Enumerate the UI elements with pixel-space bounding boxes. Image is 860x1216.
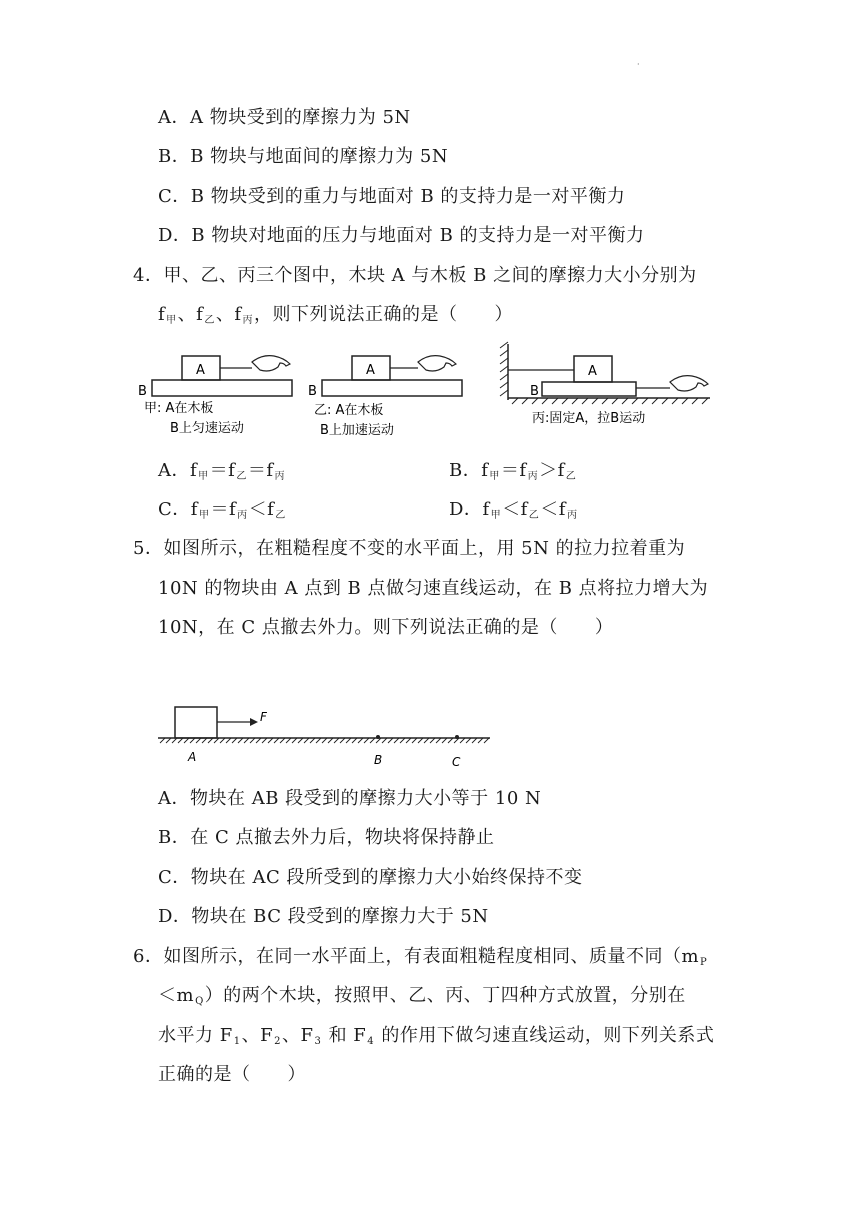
label-b: B xyxy=(308,384,317,399)
yi-caption-1: 乙: A在木板 xyxy=(314,403,384,418)
hand-icon xyxy=(252,356,290,371)
sub-4: 4 xyxy=(367,1036,375,1047)
f-symbol: f xyxy=(482,499,490,520)
op-lt: ＜ xyxy=(248,499,268,520)
f-symbol: f xyxy=(190,499,198,520)
q5-option-c: C．物块在 AC 段所受到的摩擦力大小始终保持不变 xyxy=(158,867,583,888)
op-lt: ＜ xyxy=(540,499,559,520)
sub-bing: 丙 xyxy=(237,510,248,521)
option-prefix: B． xyxy=(449,460,482,481)
arrow-head xyxy=(250,718,258,726)
header-dot: · xyxy=(637,60,640,69)
hand-icon xyxy=(670,376,708,391)
q6-sep: 、F xyxy=(241,1025,274,1046)
q6-stem-line2 xyxy=(158,985,686,1013)
q6-line1-text: 6．如图所示，在同一水平面上，有表面粗糙程度相同、质量不同（m xyxy=(133,946,700,967)
sub-yi: 乙 xyxy=(275,510,286,521)
board-b xyxy=(322,380,462,396)
f-symbol: f xyxy=(228,460,236,481)
label-a: A xyxy=(366,363,375,378)
wall-hatch xyxy=(500,342,508,396)
point-c-dot xyxy=(455,735,459,739)
q4-option-c xyxy=(158,499,287,527)
sub-jia: 甲 xyxy=(490,510,502,521)
f-symbol: f xyxy=(481,460,489,481)
jia-caption-2: B上匀速运动 xyxy=(170,421,244,436)
op-gt: ＞ xyxy=(539,460,558,481)
option-prefix: D． xyxy=(449,499,483,520)
q6-and: 和 F xyxy=(322,1025,367,1046)
q4-option-d xyxy=(449,499,578,527)
q6-line3-post: 的作用下做匀速直线运动，则下列关系式 xyxy=(375,1025,715,1046)
f-symbol: f xyxy=(234,304,242,325)
f-symbol: f xyxy=(228,499,237,520)
q6-stem-line4: 正确的是（ ） xyxy=(158,1064,306,1085)
sub-yi: 乙 xyxy=(204,315,215,326)
q6-sep: 、F xyxy=(281,1025,314,1046)
point-b-dot xyxy=(376,735,380,739)
q4-option-b xyxy=(449,460,577,488)
q4-figures xyxy=(130,340,720,450)
q6-stem-line3 xyxy=(158,1025,714,1053)
q5-option-b: B．在 C 点撤去外力后，物块将保持静止 xyxy=(158,827,495,848)
label-b: B xyxy=(138,384,147,399)
f-symbol: f xyxy=(520,499,528,520)
f-symbol: f xyxy=(557,460,565,481)
figure-jia xyxy=(138,356,292,436)
point-a-label: A xyxy=(188,750,197,764)
f-symbol: f xyxy=(558,499,566,520)
sub-jia: 甲 xyxy=(489,471,500,482)
q5-stem-line3: 10N，在 C 点撤去外力。则下列说法正确的是（ ） xyxy=(158,617,614,638)
q5-stem-line1: 5．如图所示，在粗糙程度不变的水平面上，用 5N 的拉力拉着重为 xyxy=(133,538,686,559)
block xyxy=(175,707,217,738)
q3-option-d: D．B 物块对地面的压力与地面对 B 的支持力是一对平衡力 xyxy=(158,225,645,246)
q6-stem-line1 xyxy=(133,946,708,974)
q4-stem-line2: $f_甲$、$f_乙$、$f_丙$，则下列说法正确的是（ ） xyxy=(158,304,514,326)
label-a: A xyxy=(588,364,597,379)
force-label: F xyxy=(260,710,267,724)
q4-stem-line1: 4．甲、乙、丙三个图中，木块 A 与木板 B 之间的摩擦力大小分别为 xyxy=(133,265,697,286)
ground-hatch xyxy=(512,398,708,404)
sub-yi: 乙 xyxy=(565,471,577,482)
op-eq: ＝ xyxy=(247,460,267,481)
label-a: A xyxy=(196,363,205,378)
q3-option-c: C．B 物块受到的重力与地面对 B 的支持力是一对平衡力 xyxy=(158,186,626,207)
sub-yi: 乙 xyxy=(528,510,540,521)
f-symbol: f xyxy=(267,499,275,520)
sub-yi: 乙 xyxy=(236,471,247,482)
q6-line2-post: ）的两个木块，按照甲、乙、丙、丁四种方式放置，分别在 xyxy=(204,985,686,1006)
sub-1: 1 xyxy=(233,1036,241,1047)
sub-jia: 甲 xyxy=(166,315,177,326)
q5-option-d: D．物块在 BC 段受到的摩擦力大于 5N xyxy=(158,906,489,927)
sub-bing: 丙 xyxy=(242,315,254,326)
q6-line3-pre: 水平力 F xyxy=(158,1025,233,1046)
op-lt: ＜ xyxy=(502,499,521,520)
q6-line2-pre: ＜m xyxy=(158,985,195,1006)
f-symbol: f xyxy=(266,460,274,481)
figure-bing xyxy=(500,342,710,426)
q5-stem-line2: 10N 的物块由 A 点到 B 点做匀速直线运动，在 B 点将拉力增大为 xyxy=(158,578,709,599)
q5-option-a: A．物块在 AB 段受到的摩擦力大小等于 10 N xyxy=(158,788,542,809)
q3-option-b: B．B 物块与地面间的摩擦力为 5N xyxy=(158,146,449,167)
q3-option-a: A．A 物块受到的摩擦力为 5N xyxy=(158,107,411,128)
f-symbol: f xyxy=(190,460,198,481)
jia-caption-1: 甲: A在木板 xyxy=(144,401,214,416)
option-prefix: A． xyxy=(158,460,190,481)
sub-bing: 丙 xyxy=(527,471,539,482)
sub-bing: 丙 xyxy=(274,471,286,482)
f-symbol: f xyxy=(158,304,166,325)
bing-caption: 丙:固定A，拉B运动 xyxy=(532,411,646,426)
sub-2: 2 xyxy=(274,1036,281,1047)
f-symbol: f xyxy=(196,304,204,325)
label-b: B xyxy=(530,384,539,399)
sub-q: Q xyxy=(195,996,204,1007)
sub-jia: 甲 xyxy=(198,510,210,521)
figure-yi xyxy=(308,356,462,438)
board-b xyxy=(152,380,292,396)
op-eq: ＝ xyxy=(209,460,229,481)
f-symbol: f xyxy=(519,460,527,481)
q4-option-a xyxy=(158,460,286,488)
point-b-label: B xyxy=(374,753,383,767)
board-b xyxy=(542,382,636,396)
op-eq: ＝ xyxy=(210,499,229,520)
q4-stem-tail: ，则下列说法正确的是（ ） xyxy=(254,304,514,325)
sub-p: P xyxy=(700,957,708,968)
hand-icon xyxy=(418,356,456,371)
sub-jia: 甲 xyxy=(198,471,209,482)
op-eq: ＝ xyxy=(500,460,520,481)
yi-caption-2: B上加速运动 xyxy=(320,423,394,438)
sub-3: 3 xyxy=(314,1036,322,1047)
option-prefix: C． xyxy=(158,499,191,520)
sub-bing: 丙 xyxy=(566,510,578,521)
point-c-label: C xyxy=(452,755,461,769)
q5-figure xyxy=(150,695,500,775)
